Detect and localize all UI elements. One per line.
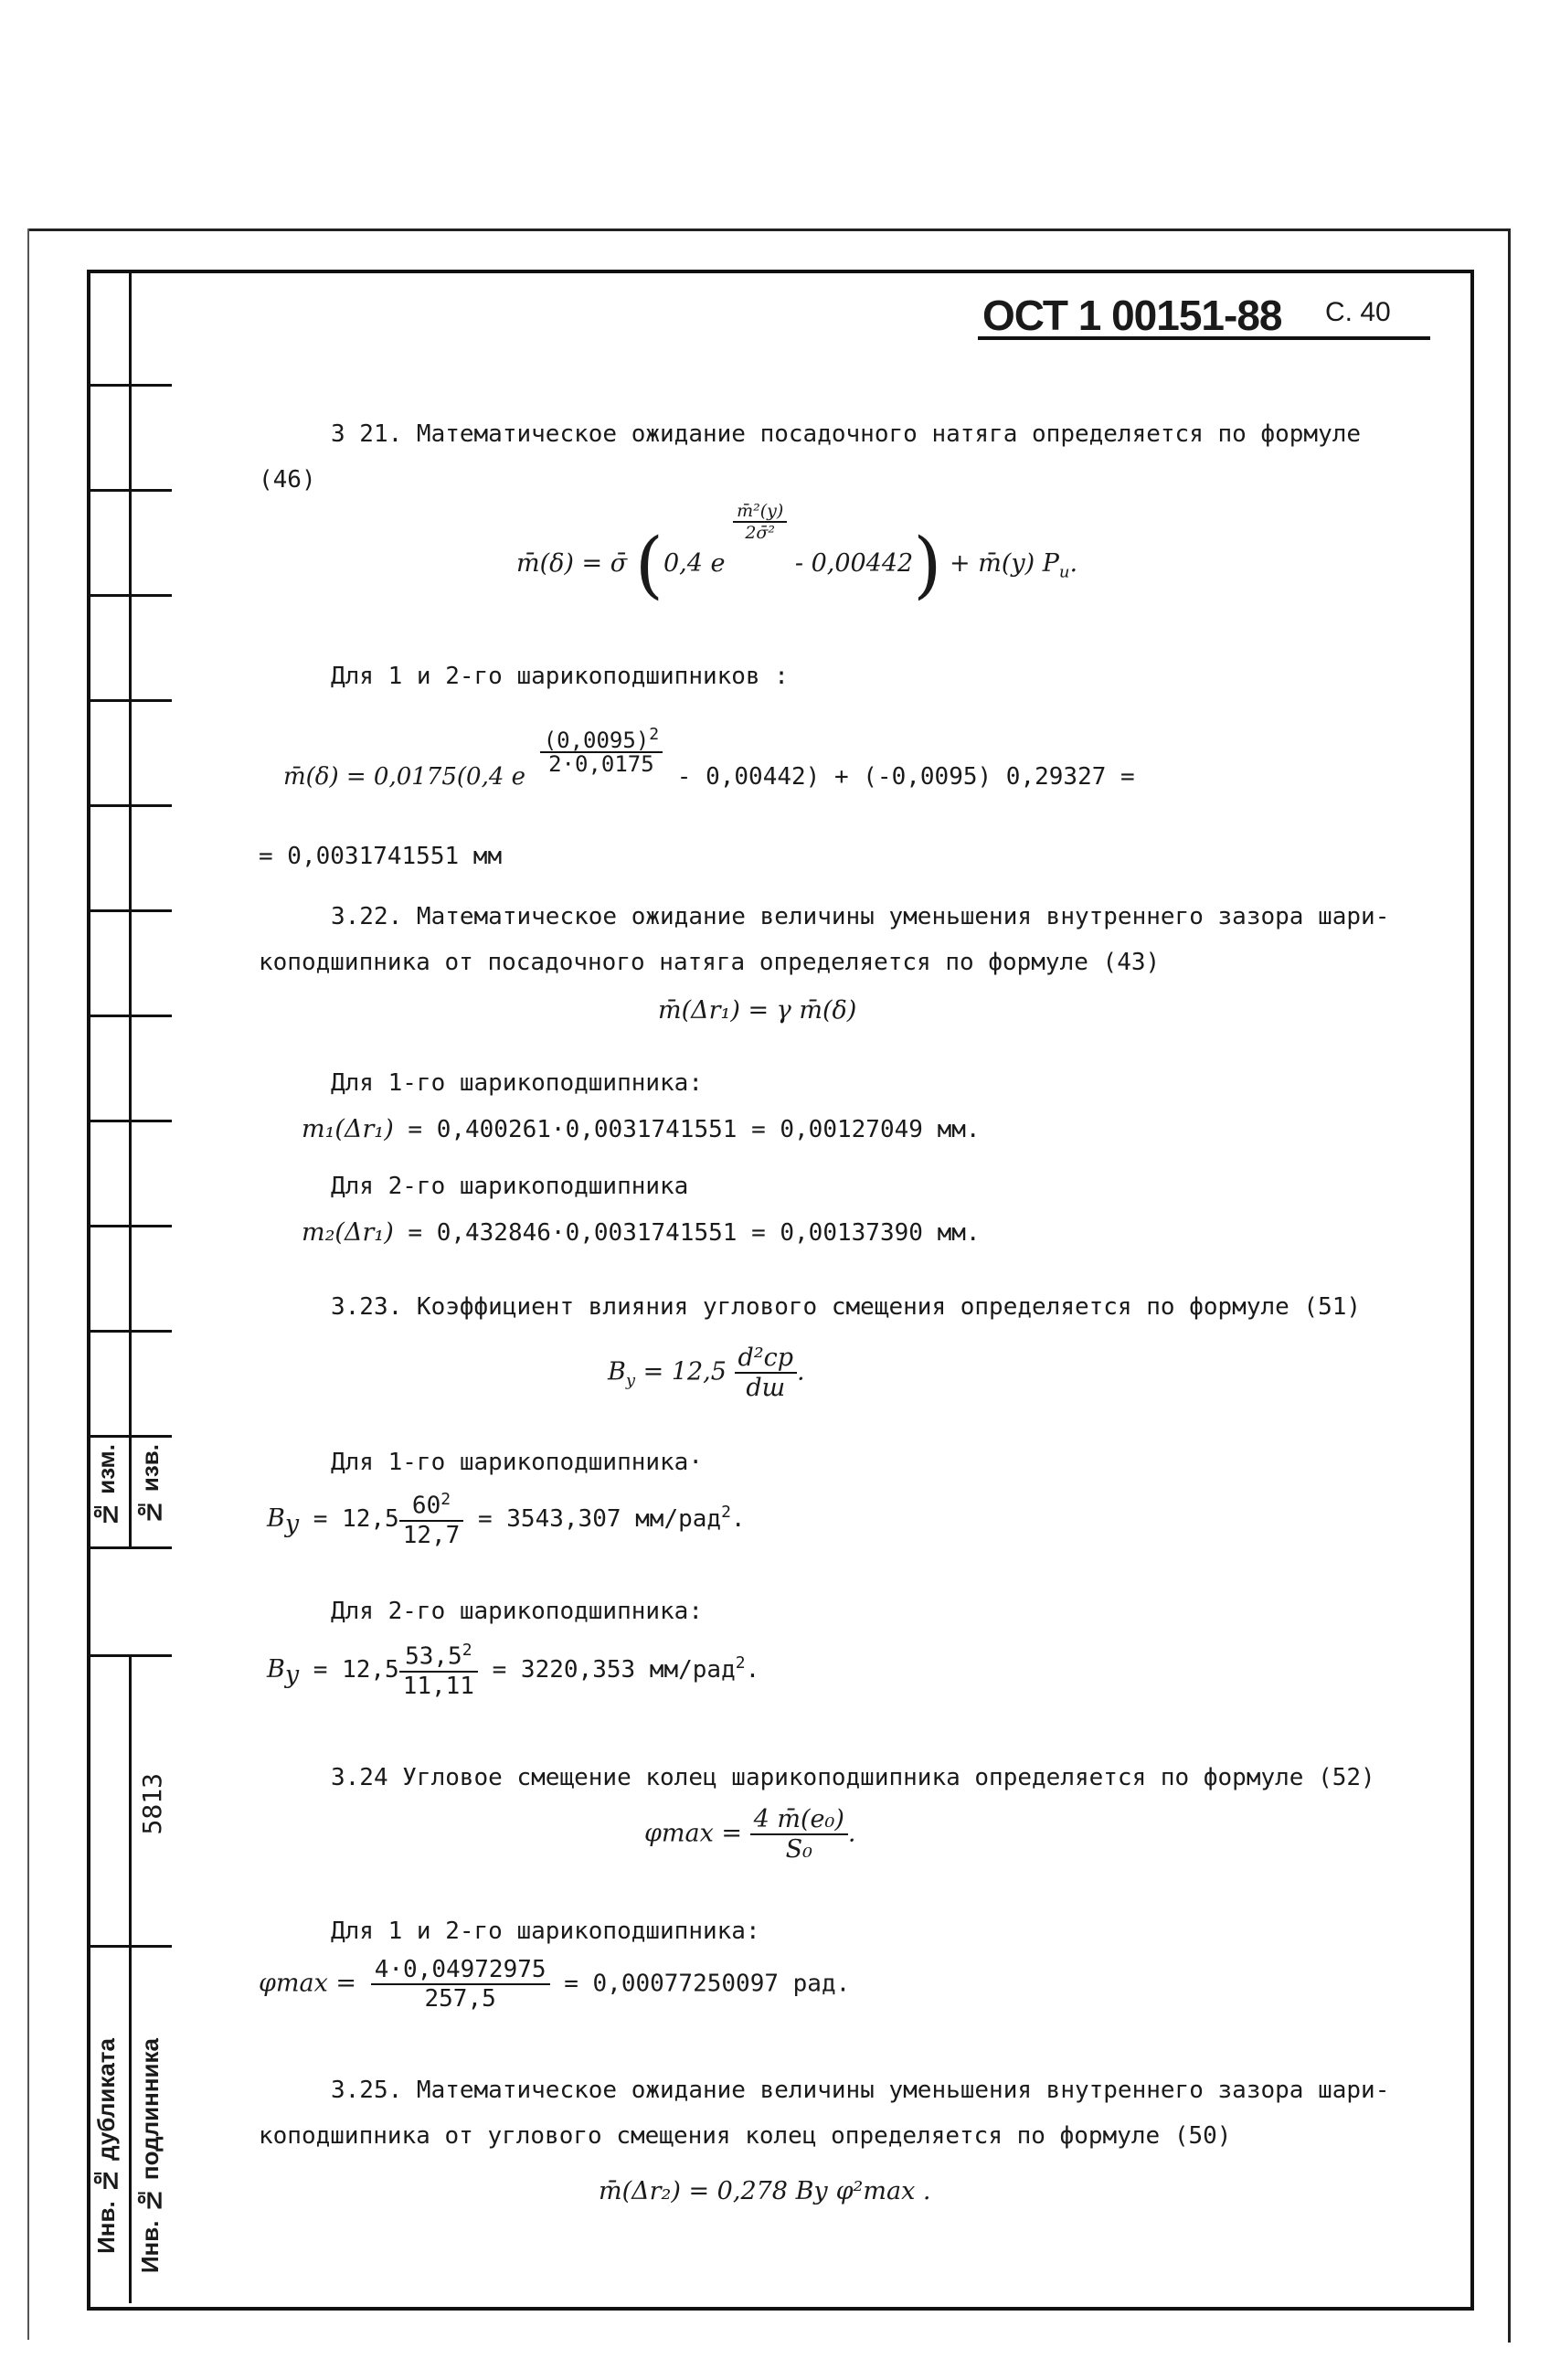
p324: 3.24 Угловое смещение колец шарикоподшипника определяется по формуле (52) (331, 1764, 1375, 1791)
p325-line1: 3.25. Математическое ожидание величины уменьшения внутреннего зазора шари- (331, 2077, 1390, 2104)
f51-num: d²cp (735, 1344, 798, 1374)
calc5-rhs-sup: 2 (735, 1653, 746, 1673)
calc6-lhs: φmax = (259, 1969, 357, 1998)
calc5-num-sup: 2 (462, 1641, 472, 1660)
formula-51 (608, 1344, 805, 1402)
calc6 (259, 1956, 850, 2013)
calc4-num: 60 (411, 1492, 441, 1520)
calc4-lhs: B (267, 1503, 285, 1533)
p323: 3.23. Коэффициент влияния углового смещения определяется по формуле (51) (331, 1293, 1362, 1321)
calc4-den: 12,7 (402, 1521, 461, 1549)
f52-end: . (847, 1819, 856, 1848)
calc4-num-sup: 2 (440, 1490, 451, 1509)
formula-50: m̄(Δr₂) = 0,278 Bу φ²max . (599, 2177, 931, 2205)
for-1-label-a: Для 1-го шарикоподшипника: (331, 1069, 703, 1097)
f51-sub: y (625, 1370, 636, 1390)
izv-label: № изв. (136, 1444, 164, 1526)
p322-line2: коподшипника от посадочного натяга определяется по формуле (43) (259, 949, 1161, 976)
calc6-num: 4·0,04972975 (371, 1956, 550, 1985)
header-underline (978, 336, 1430, 340)
f46-end: . (1069, 549, 1078, 578)
calc1-lhs: m̄(δ) = 0,0175(0,4 e (283, 763, 526, 791)
calc2 (302, 1115, 981, 1143)
for-12-label-b: Для 1 и 2-го шарикоподшипника: (331, 1918, 760, 1945)
f52-lhs: φmax = (644, 1819, 743, 1848)
calc1-exp-den: 2·0,0175 (548, 751, 654, 777)
f51-end: . (797, 1357, 805, 1387)
calc5-den: 11,11 (402, 1672, 474, 1700)
f51-mid: = 12,5 (642, 1357, 727, 1387)
f46-rhs: + m̄(y) P (950, 549, 1059, 578)
p321-line1: 3 21. Математическое ожидание посадочного натяга определяется по формуле (331, 420, 1362, 448)
calc4-end: . (730, 1504, 746, 1533)
calc1 (283, 727, 1135, 789)
calc1-exponent (540, 727, 663, 775)
calc6-rhs: = 0,00077250097 рад. (564, 1970, 851, 1998)
calc3 (302, 1218, 981, 1247)
p321-line2: (46) (259, 466, 316, 494)
calc4-fraction (399, 1490, 464, 1549)
calc3-rhs: = 0,432846·0,0031741551 = 0,00137390 мм. (408, 1219, 981, 1247)
izm-label: № изм. (92, 1444, 120, 1528)
calc4-mid: = 12,5 (313, 1504, 399, 1533)
f46-exp-num: m̄²(y) (733, 501, 787, 523)
f51-lhs: B (608, 1357, 626, 1387)
calc4-rhs-sup: 2 (721, 1503, 731, 1523)
f46-sub: u (1058, 562, 1070, 582)
f46-exponent (733, 501, 787, 543)
change-stamp-strip (87, 270, 172, 1549)
for-2-label-b: Для 2-го шарикоподшипника: (331, 1598, 703, 1625)
f46-tail: - 0,00442 (794, 549, 914, 578)
f52-fraction (750, 1805, 848, 1864)
calc5-num: 53,5 (405, 1642, 462, 1671)
formula-43: m̄(Δr₁) = γ m̄(δ) (658, 996, 857, 1025)
f51-fraction (735, 1344, 798, 1402)
calc5-mid: = 12,5 (313, 1655, 399, 1684)
f51-den: dш (746, 1374, 786, 1402)
calc6-den: 257,5 (424, 1985, 496, 2013)
calc4-rhs: = 3543,307 мм/рад (477, 1504, 722, 1533)
calc1-result: = 0,0031741551 мм (259, 843, 503, 870)
p325-line2: коподшипника от углового смещения колец определяется по формуле (50) (259, 2122, 1232, 2150)
for-2-label-a: Для 2-го шарикоподшипника (331, 1173, 689, 1200)
inv-dublikata-label: Инв. № дубликата (92, 2038, 120, 2254)
calc5-sub: y (284, 1661, 300, 1690)
calc1-exp-sup: 2 (649, 725, 660, 744)
calc2-rhs: = 0,400261·0,0031741551 = 0,00127049 мм. (408, 1116, 981, 1143)
inv-podlinnika-label: Инв. № подлинника (136, 2038, 164, 2274)
calc5-rhs: = 3220,353 мм/рад (492, 1655, 736, 1684)
document-code: ОСТ 1 00151-88 (982, 292, 1282, 339)
calc5-lhs: B (267, 1654, 285, 1684)
calc5 (267, 1641, 759, 1700)
formula-52 (644, 1805, 855, 1864)
calc6-fraction (371, 1956, 550, 2013)
f46-exp-den: 2σ̄² (745, 523, 775, 543)
outer-frame-left-edge (27, 228, 29, 2340)
inventory-number: 5813 (137, 1773, 167, 1835)
calc1-exp-num: (0,0095) (543, 728, 650, 753)
p322-line1: 3.22. Математическое ожидание величины уменьшения внутреннего зазора шари- (331, 903, 1390, 930)
calc4-sub: y (284, 1510, 300, 1539)
f46-lhs: m̄(δ) = σ̄ (516, 549, 628, 578)
calc3-lhs: m₂(Δr₁) (302, 1218, 394, 1247)
f52-num: 4 m̄(e₀) (750, 1805, 848, 1835)
f52-den: S₀ (785, 1835, 812, 1864)
calc2-lhs: m₁(Δr₁) (302, 1115, 394, 1143)
f46-base: 0,4 e (663, 549, 726, 578)
calc1-rest: - 0,00442) + (-0,0095) 0,29327 = (676, 763, 1135, 791)
page-number: С. 40 (1325, 297, 1391, 327)
calc4 (267, 1490, 746, 1549)
for-1-label-b: Для 1-го шарикоподшипника· (331, 1449, 703, 1476)
inventory-stamp-strip (87, 1654, 172, 2303)
formula-46: m̄(δ) = σ̄ (0,4 e $\frac{\text{m̄²(y)}}{\text{2σ̄²}}$ - 0,00442) + m̄(y) $P_u$. (516, 501, 1078, 607)
calc5-fraction (399, 1641, 478, 1700)
calc5-end: . (745, 1655, 760, 1684)
for-12-label: Для 1 и 2-го шарикоподшипников : (331, 663, 789, 690)
